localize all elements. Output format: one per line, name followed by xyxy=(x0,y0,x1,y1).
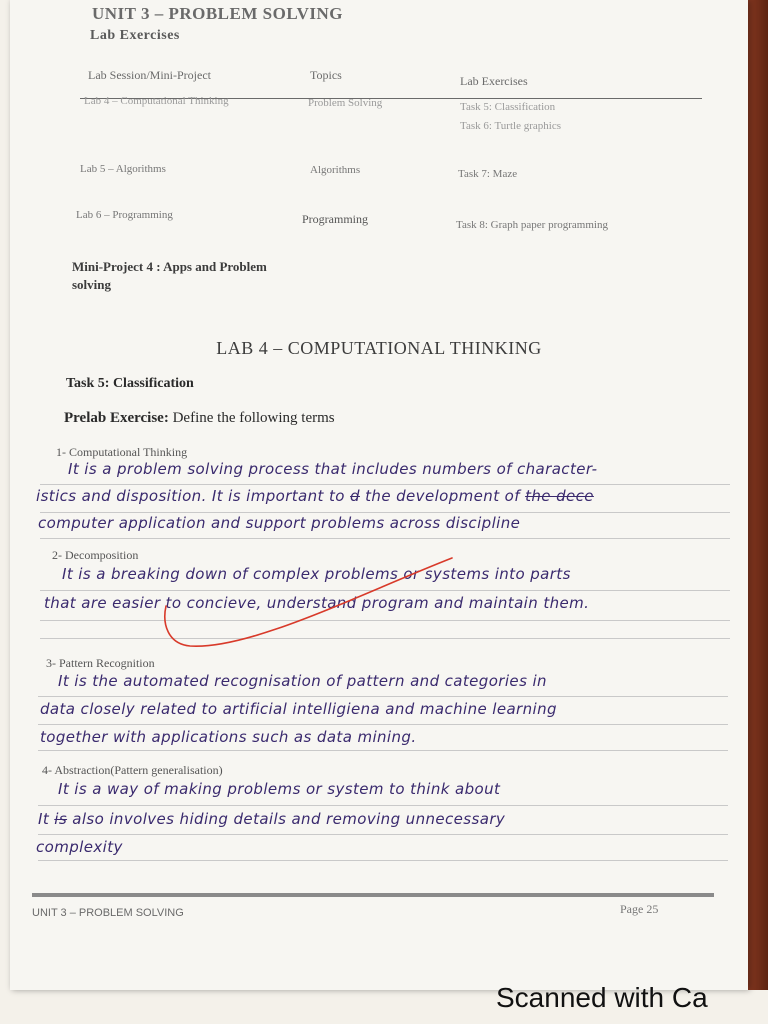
answer-text: istics and disposition. It is important to xyxy=(36,487,345,505)
answer-rule xyxy=(38,805,728,806)
answer-text: the development of xyxy=(365,487,520,505)
prelab-instruction xyxy=(64,410,335,427)
answer-rule xyxy=(40,538,730,539)
handwritten-answer: data closely related to artificial intelligiena and machine learning xyxy=(40,700,557,718)
handwritten-answer xyxy=(36,487,594,505)
answer-rule xyxy=(38,724,728,725)
handwritten-answer: It is the automated recognisation of pattern and categories in xyxy=(58,672,547,690)
answer-rule xyxy=(40,512,730,513)
prelab-label: Prelab Exercise: xyxy=(64,410,169,426)
term-label: 3- Pattern Recognition xyxy=(46,656,155,670)
answer-rule xyxy=(38,750,728,751)
background-edge xyxy=(746,0,768,990)
handwritten-answer: together with applications such as data mining. xyxy=(40,728,417,746)
table-header-topics: Topics xyxy=(310,68,342,82)
answer-rule xyxy=(38,834,728,835)
term-label: 1- Computational Thinking xyxy=(56,445,188,459)
answer-rule xyxy=(38,860,728,861)
footer-rule xyxy=(32,893,714,897)
lab-title: LAB 4 – COMPUTATIONAL THINKING xyxy=(216,338,542,358)
answer-rule xyxy=(38,696,728,697)
table-cell-exercise: Task 6: Turtle graphics xyxy=(460,120,561,132)
answer-text: It xyxy=(38,810,50,828)
unit-title: UNIT 3 – PROBLEM SOLVING xyxy=(92,4,343,23)
handwritten-answer: It is a way of making problems or system to think about xyxy=(58,780,501,798)
handwritten-answer: complexity xyxy=(36,838,123,856)
red-pen-mark xyxy=(160,554,460,654)
table-cell-session: Lab 5 – Algorithms xyxy=(80,163,166,175)
table-cell-topic: Algorithms xyxy=(310,164,361,176)
section-title: Lab Exercises xyxy=(90,28,180,43)
crossed-out-text: is xyxy=(54,810,68,828)
handwritten-answer: It is a problem solving process that includes numbers of character- xyxy=(68,460,598,478)
handwritten-answer: computer application and support problems across discipline xyxy=(38,514,521,532)
document-page xyxy=(10,0,748,990)
table-cell-topic: Problem Solving xyxy=(308,97,383,109)
table-cell-topic: Programming xyxy=(302,212,368,226)
table-cell-exercise: Task 7: Maze xyxy=(458,168,518,180)
crossed-out-text: the dece xyxy=(525,487,594,505)
answer-rule xyxy=(40,484,730,485)
handwritten-answer xyxy=(38,810,505,828)
prelab-text: Define the following terms xyxy=(172,410,335,426)
table-cell-session: Lab 6 – Programming xyxy=(76,209,173,221)
handwritten-answer: that are easier to concieve, understand program and maintain them. xyxy=(44,594,590,612)
handwritten-answer: It is a breaking down of complex problems or systems into parts xyxy=(62,565,571,583)
term-label: 2- Decomposition xyxy=(52,548,139,562)
table-cell-session: Lab 4 – Computational Thinking xyxy=(84,95,229,107)
crossed-out-text: d xyxy=(350,487,360,505)
mini-project: Mini-Project 4 : Apps and Problem solving xyxy=(72,259,267,292)
scanner-watermark: Scanned with Ca xyxy=(496,982,708,1013)
answer-text: also involves hiding details and removing unnecessary xyxy=(72,810,506,828)
page-number: Page 25 xyxy=(620,902,659,916)
table-header-session: Lab Session/Mini-Project xyxy=(88,68,211,82)
table-cell-exercise: Task 8: Graph paper programming xyxy=(456,219,608,231)
footer-unit: UNIT 3 – PROBLEM SOLVING xyxy=(32,907,184,919)
table-header-exercises: Lab Exercises xyxy=(460,74,528,88)
task-title: Task 5: Classification xyxy=(66,376,194,391)
term-label: 4- Abstraction(Pattern generalisation) xyxy=(42,763,223,777)
table-cell-exercise: Task 5: Classification xyxy=(460,101,556,113)
